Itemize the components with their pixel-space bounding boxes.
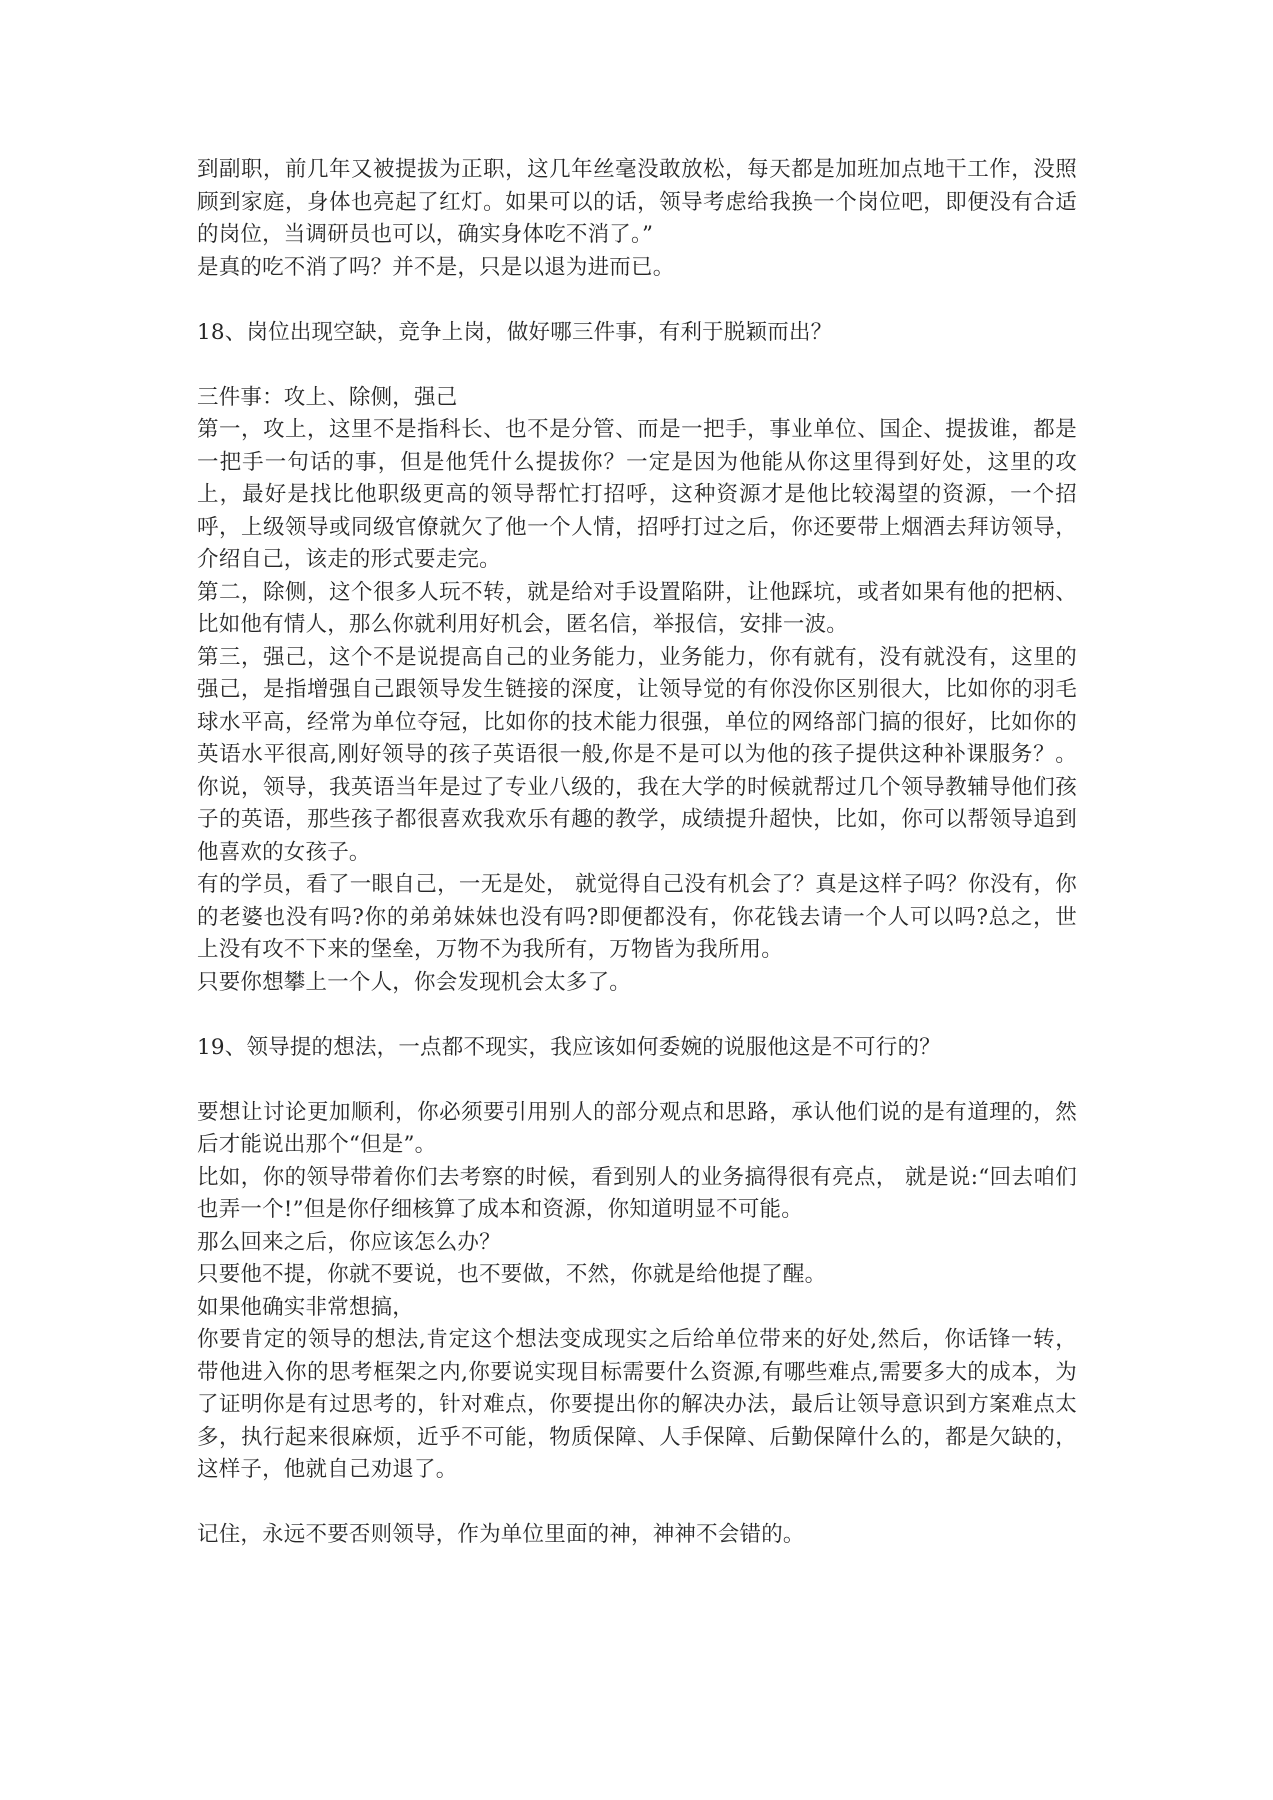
section-18-heading: 18、岗位出现空缺，竞争上岗，做好哪三件事，有利于脱颖而出？	[197, 319, 833, 345]
section-19-paragraph: 只要他不提，你就不要说，也不要做，不然，你就是给他提了醒。	[197, 1262, 827, 1287]
spacer	[197, 999, 1077, 1032]
intro-paragraph: 到副职，前几年又被提拔为正职，这几年丝毫没敢放松，每天都是加班加点地干工作，没照顾到家庭，身体也亮起了红灯。如果可以的话，领导考虑给我换一个岗位吧，即便没有合适的岗位，当调研员也可以，确实身体吃不消了。”	[197, 157, 1077, 247]
intro-conclusion: 是真的吃不消了吗？并不是，只是以退为进而已。	[197, 254, 675, 280]
section-19-heading: 19、领导提的想法，一点都不现实，我应该如何委婉的说服他这是不可行的？	[197, 1034, 941, 1060]
section-18-conclusion: 只要你想攀上一个人，你会发现机会太多了。	[197, 969, 632, 995]
spacer	[197, 1487, 1077, 1520]
section-19-paragraph: 比如，你的领导带着你们去考察的时候，看到别人的业务搞得很有亮点， 就是说:“回去咱们也弄一个!”但是你仔细核算了成本和资源，你知道明显不可能。	[197, 1164, 1077, 1222]
spacer	[197, 1064, 1077, 1097]
section-19-paragraph: 你要肯定的领导的想法,肯定这个想法变成现实之后给单位带来的好处,然后，你话锋一转，带他进入你的思考框架之内,你要说实现目标需要什么资源,有哪些难点,需要多大的成本，为了证明你是有过思考的，针对难点，你要提出你的解决办法，最后让领导意识到方案难点太多，执行起来很麻烦，近乎不可能，物质保障、人手保障、后勤保障什么的，都是欠缺的，这样子，他就自己劝退了。	[197, 1327, 1077, 1482]
section-19-paragraph: 如果他确实非常想搞，	[197, 1294, 415, 1320]
section-18-summary: 三件事：攻上、除侧，强己	[197, 384, 458, 410]
section-19-paragraph: 要想让讨论更加顺利，你必须要引用别人的部分观点和思路，承认他们说的是有道理的，然后才能说出那个“但是”。	[197, 1099, 1077, 1157]
section-19-paragraph: 那么回来之后，你应该怎么办？	[197, 1229, 501, 1255]
spacer	[197, 284, 1077, 317]
section-18-note: 有的学员，看了一眼自己，一无是处， 就觉得自己没有机会了？真是这样子吗？你没有，你的老婆也没有吗?你的弟弟妹妹也没有吗?即便都没有，你花钱去请一个人可以吗?总之，世上没有攻不下来的堡垒，万物不为我所有，万物皆为我所用。	[197, 872, 1077, 962]
document-page	[197, 154, 1077, 1552]
section-18-point-3: 第三，强己，这个不是说提高自己的业务能力，业务能力，你有就有，没有就没有，这里的强己，是指增强自己跟领导发生链接的深度，让领导觉的有你没你区别很大，比如你的羽毛球水平高，经常为单位夺冠，比如你的技术能力很强，单位的网络部门搞的很好，比如你的英语水平很高,刚好领导的孩子英语很一般,你是不是可以为他的孩子提供这种补课服务？。你说，领导，我英语当年是过了专业八级的，我在大学的时候就帮过几个领导教辅导他们孩子的英语，那些孩子都很喜欢我欢乐有趣的教学，成绩提升超快，比如，你可以帮领导追到他喜欢的女孩子。	[197, 644, 1077, 865]
section-19-closing: 记住，永远不要否则领导，作为单位里面的神，神神不会错的。	[197, 1522, 805, 1547]
spacer	[197, 349, 1077, 382]
section-18-point-2: 第二，除侧，这个很多人玩不转，就是给对手设置陷阱，让他踩坑，或者如果有他的把柄、比如他有情人，那么你就利用好机会，匿名信，举报信，安排一波。	[197, 579, 1077, 637]
section-18-point-1: 第一，攻上，这里不是指科长、也不是分管、而是一把手，事业单位、国企、提拔谁，都是一把手一句话的事，但是他凭什么提拔你？一定是因为他能从你这里得到好处，这里的攻上，最好是找比他职级更高的领导帮忙打招呼，这种资源才是他比较渴望的资源，一个招呼，上级领导或同级官僚就欠了他一个人情，招呼打过之后，你还要带上烟酒去拜访领导，介绍自己，该走的形式要走完。	[197, 417, 1077, 572]
